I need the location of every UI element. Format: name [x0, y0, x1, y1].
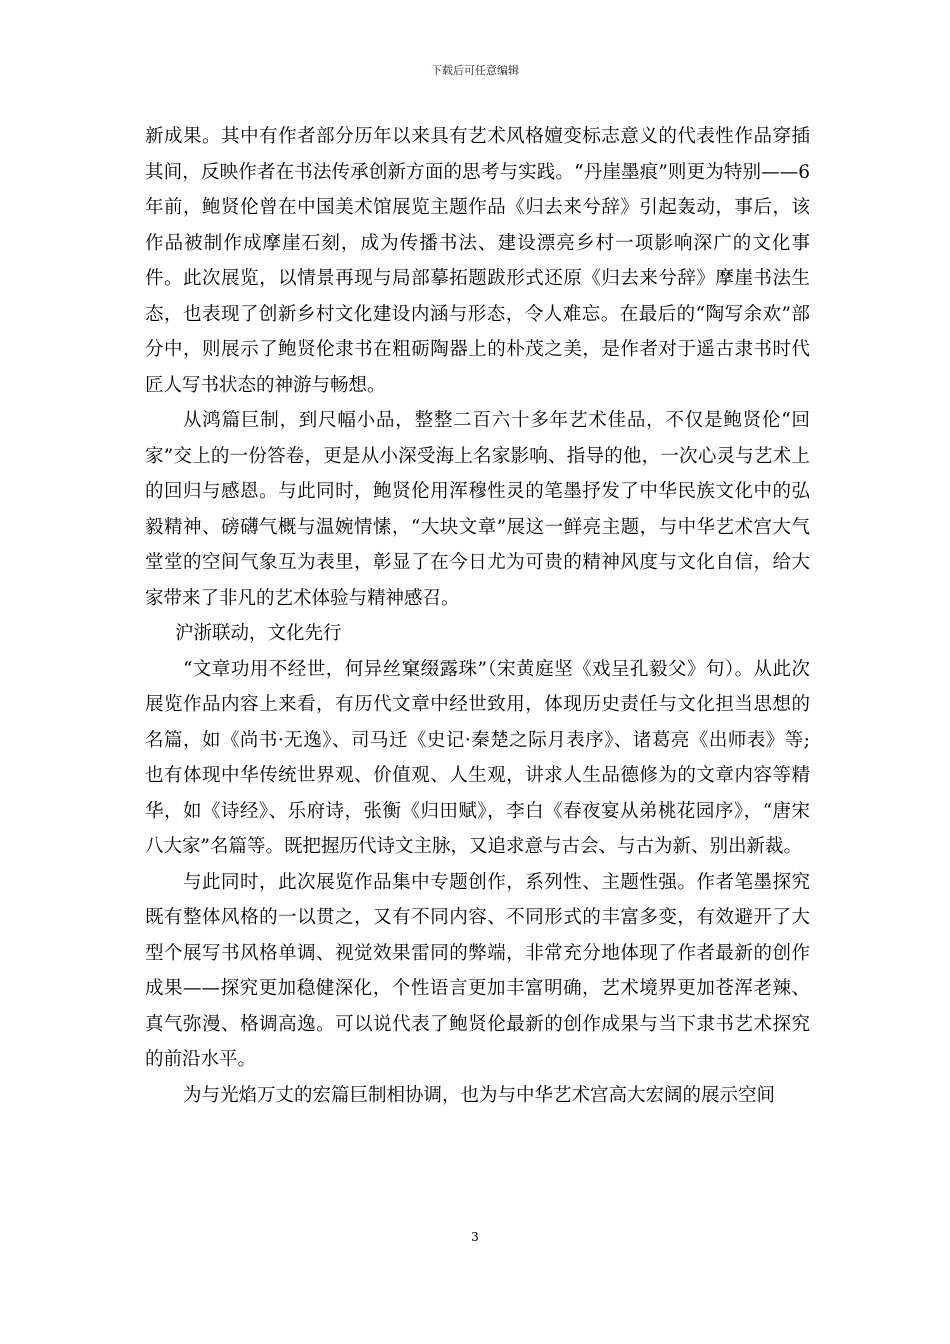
- page-header: 下载后可任意编辑: [431, 64, 519, 77]
- document-body: [145, 119, 810, 1113]
- page-number: 3: [471, 1230, 479, 1244]
- section-heading: 沪浙联动，文化先行: [175, 623, 342, 644]
- paragraph-body: 与此同时，此次展览作品集中专题创作，系列性、主题性强。作者笔墨探究既有整体风格的一以贯之，又有不同内容、不同形式的丰富多变，有效避开了大型个展写书风格单调、视觉效果雷同的弊端，非常充分地体现了作者最新的创作成果——探究更加稳健深化，个性语言更加丰富明确，艺术境界更加苍浑老辣、真气弥漫、格调高逸。可以说代表了鲍贤伦最新的创作成果与当下隶书艺术探究的前沿水平。: [145, 871, 810, 1070]
- header-divider: [145, 86, 805, 87]
- paragraph-body: 为与光焰万丈的宏篇巨制相协调，也为与中华艺术宫高大宏阔的展示空间: [183, 1084, 776, 1106]
- paragraph-continuation: 新成果。其中有作者部分历年以来具有艺术风格嬗变标志意义的代表性作品穿插其间，反映作者在书法传承创新方面的思考与实践。“丹崖墨痕”则更为特别——6年前，鲍贤伦曾在中国美术馆展览主题作品《归去来兮辞》引起轰动，事后，该作品被制作成摩崖石刻，成为传播书法、建设漂亮乡村一项影响深广的文化事件。此次展览，以情景再现与局部摹拓题跋形式还原《归去来兮辞》摩崖书法生态，也表现了创新乡村文化建设内涵与形态，令人难忘。在最后的“陶写余欢”部分中，则展示了鲍贤伦隶书在粗砺陶器上的朴茂之美，是作者对于遥古隶书时代匠人写书状态的神游与畅想。: [145, 126, 810, 396]
- paragraph-body: “文章功用不经世，何异丝窠缀露珠”（宋黄庭坚《戏呈孔毅父》句）。从此次展览作品内容上来看，有历代文章中经世致用，体现历史责任与文化担当思想的名篇，如《尚书·无逸》、司马迁《史记·秦楚之际月表序》、诸葛亮《出师表》等;也有体现中华传统世界观、价值观、人生观，讲求人生品德修为的文章内容等精华，如《诗经》、乐府诗，张衡《归田赋》，李白《春夜宴从弟桃花园序》，“唐宋八大家”名篇等。既把握历代诗文主脉，又追求意与古会、与古为新、别出新裁。: [145, 658, 810, 857]
- paragraph-body: 从鸿篇巨制，到尺幅小品，整整二百六十多年艺术佳品，不仅是鲍贤伦“回家”交上的一份答卷，更是从小深受海上名家影响、指导的他，一次心灵与艺术上的回归与感恩。与此同时，鲍贤伦用浑穆性灵的笔墨抒发了中华民族文化中的弘毅精神、磅礴气概与温婉情愫，“大块文章”展这一鲜亮主题，与中华艺术宫大气堂堂的空间气象互为表里，彰显了在今日尤为可贵的精神风度与文化自信，给大家带来了非凡的艺术体验与精神感召。: [145, 410, 810, 609]
